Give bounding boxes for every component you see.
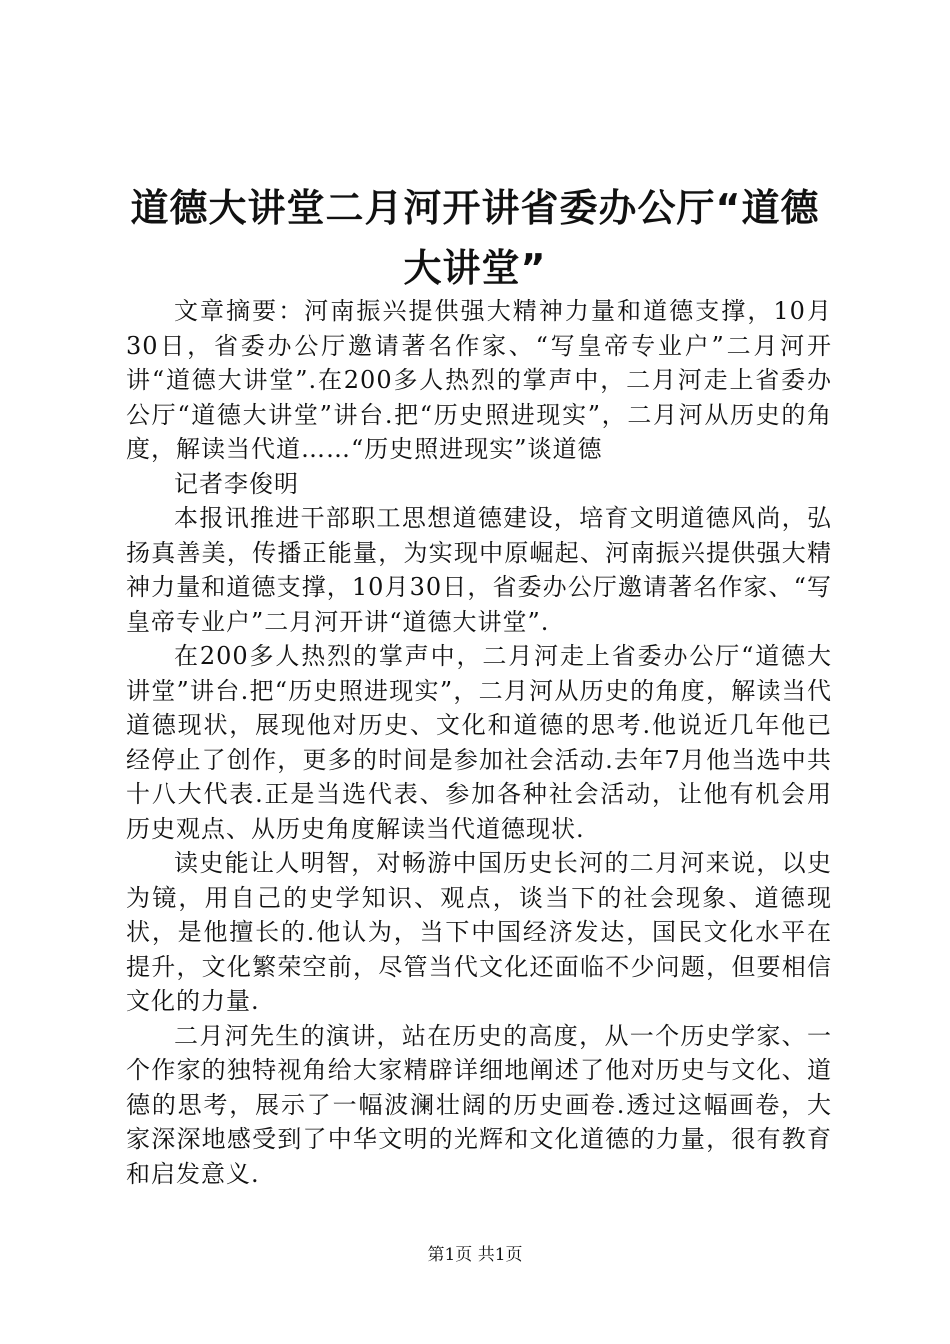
document-body	[126, 294, 832, 1191]
document-title: 道德大讲堂二月河开讲省委办公厅“道德大讲堂”	[130, 186, 820, 290]
reporter-line: 记者李俊明	[174, 469, 299, 498]
abstract-paragraph: 文章摘要：河南振兴提供强大精神力量和道德支撑，10月30日，省委办公厅邀请著名作家、“写皇帝专业户”二月河开讲“道德大讲堂”.在200多人热烈的掌声中，二月河走上省委办公厅“道德大讲堂”讲台.把“历史照进现实”，二月河从历史的角度，解读当代道……“历史照进现实”谈道德	[126, 297, 832, 463]
body-paragraph: 在200多人热烈的掌声中，二月河走上省委办公厅“道德大讲堂”讲台.把“历史照进现实”，二月河从历史的角度，解读当代道德现状，展现他对历史、文化和道德的思考.他说近几年他已经停止了创作，更多的时间是参加社会活动.去年7月他当选中共十八大代表.正是当选代表、参加各种社会活动，让他有机会用历史观点、从历史角度解读当代道德现状.	[126, 642, 832, 843]
page-footer: 第1页 共1页	[427, 1245, 523, 1265]
body-paragraph: 读史能让人明智，对畅游中国历史长河的二月河来说，以史为镜，用自己的史学知识、观点，谈当下的社会现象、道德现状，是他擅长的.他认为，当下中国经济发达，国民文化水平在提升，文化繁荣空前，尽管当代文化还面临不少问题，但要相信文化的力量.	[126, 849, 832, 1015]
body-paragraph: 二月河先生的演讲，站在历史的高度，从一个历史学家、一个作家的独特视角给大家精辟详细地阐述了他对历史与文化、道德的思考，展示了一幅波澜壮阔的历史画卷.透过这幅画卷，大家深深地感受到了中华文明的光辉和文化道德的力量，很有教育和启发意义.	[126, 1021, 832, 1188]
body-paragraph: 本报讯推进干部职工思想道德建设，培育文明道德风尚，弘扬真善美，传播正能量，为实现中原崛起、河南振兴提供强大精神力量和道德支撑，10月30日，省委办公厅邀请著名作家、“写皇帝专业户”二月河开讲“道德大讲堂”.	[126, 504, 832, 636]
